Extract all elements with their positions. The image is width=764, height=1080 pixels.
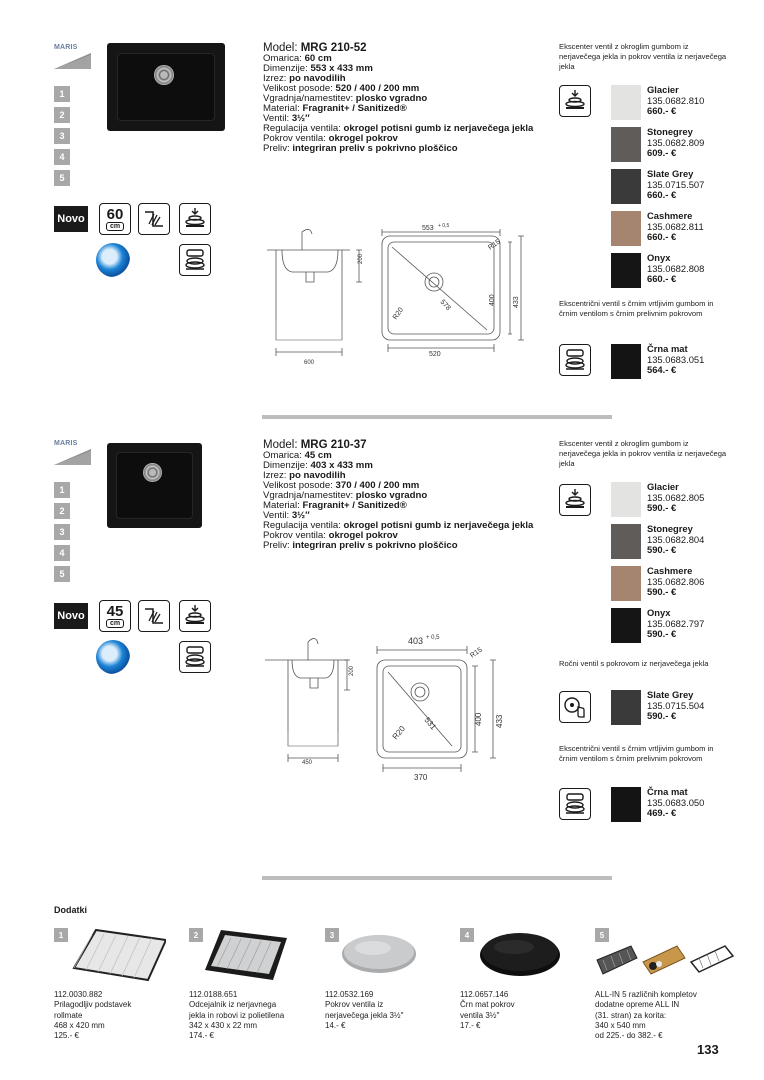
color-price: 660.- € — [647, 273, 677, 284]
spec-line: Izrez: po navodilih — [263, 73, 346, 84]
sink-photo-mrg-210-37 — [107, 443, 202, 528]
svg-text:403: 403 — [408, 636, 424, 646]
color-swatch — [611, 787, 641, 822]
color-option — [611, 482, 704, 517]
series-label: MARIS — [54, 44, 78, 51]
svg-text:450: 450 — [302, 760, 313, 766]
color-swatch — [611, 482, 641, 517]
color-option — [611, 169, 704, 204]
valve-description: Ekscenter ventil z okroglim gumbom iz nerjavečega jekla in pokrov ventila iz nerjavečega jekla — [559, 439, 727, 468]
color-option — [611, 85, 704, 120]
eccentric-valve-icon — [179, 641, 211, 673]
color-code: 135.0715.504 — [647, 699, 705, 711]
accessory-text: ALL-IN 5 različnih kompletov dodatne opreme ALL IN (31. stran) za korita: 340 x 540 mm od 225.- do 382.- € — [595, 990, 697, 1041]
color-name: Stonegrey — [647, 126, 693, 137]
color-swatch — [611, 253, 641, 288]
all-in-kits-image — [595, 942, 735, 976]
color-price: 660.- € — [647, 189, 677, 200]
spec-line: Velikost posode: 370 / 400 / 200 mm — [263, 480, 420, 491]
section-divider — [262, 876, 612, 880]
svg-text:433: 433 — [495, 714, 504, 728]
color-code: 135.0682.808 — [647, 262, 705, 274]
svg-text:200: 200 — [358, 253, 364, 264]
color-swatch — [611, 127, 641, 162]
series-marker — [54, 449, 91, 465]
color-name: Glacier — [647, 84, 679, 95]
color-price: 590.- € — [647, 710, 677, 721]
accessory-number: 5 — [595, 928, 609, 942]
number-badge: 5 — [54, 170, 70, 186]
model-title: Model: MRG 210-52 — [263, 42, 367, 54]
color-option — [611, 690, 704, 725]
drain-icon — [154, 65, 174, 85]
accessory-item-2 — [189, 928, 285, 1041]
accessory-number: 2 — [189, 928, 203, 942]
color-list-1b — [611, 344, 704, 386]
color-name: Črna mat — [647, 343, 688, 354]
spec-block-mrg-210-37 — [263, 439, 553, 551]
spec-line: Material: Fragranit+ / Sanitized® — [263, 103, 407, 114]
spec-line: Regulacija ventila: okrogel potisni gumb iz nerjavečega jekla — [263, 123, 534, 134]
svg-text:370: 370 — [414, 773, 428, 782]
color-name: Cashmere — [647, 565, 693, 576]
svg-text:553: 553 — [422, 225, 434, 232]
section-divider — [262, 415, 612, 419]
number-list-2 — [54, 482, 70, 582]
number-list-1 — [54, 86, 70, 186]
svg-text:+ 0,5: + 0,5 — [438, 223, 450, 229]
color-code: 135.0682.811 — [647, 220, 704, 232]
spec-line: Dimenzije: 403 x 433 mm — [263, 460, 373, 471]
color-option — [611, 344, 704, 379]
color-price: 590.- € — [647, 586, 677, 597]
accessory-number: 3 — [325, 928, 339, 942]
svg-text:531: 531 — [422, 715, 438, 732]
svg-text:400: 400 — [489, 294, 496, 306]
color-option — [611, 211, 704, 246]
color-swatch — [611, 344, 641, 379]
novo-badge: Novo — [54, 603, 88, 629]
color-info — [647, 127, 704, 159]
color-price: 469.- € — [647, 807, 677, 818]
black-valve-cover-image — [478, 930, 562, 978]
number-badge: 2 — [54, 107, 70, 123]
cabinet-size-icon: 45 cm — [99, 600, 131, 632]
spec-line: Dimenzije: 553 x 433 mm — [263, 63, 373, 74]
spec-line: Material: Fragranit+ / Sanitized® — [263, 500, 407, 511]
color-name: Črna mat — [647, 786, 688, 797]
color-info — [647, 566, 704, 598]
black-valve-icon — [559, 344, 591, 376]
accessory-number: 4 — [460, 928, 474, 942]
color-info — [647, 608, 704, 640]
spec-line: Ventil: 3½″ — [263, 510, 310, 521]
drainer-image — [203, 928, 289, 982]
spec-line: Preliv: integriran preliv s pokrivno ploščico — [263, 540, 458, 551]
color-swatch — [611, 169, 641, 204]
color-info — [647, 787, 704, 819]
color-swatch — [611, 566, 641, 601]
color-swatch — [611, 608, 641, 643]
valve-description: Ekscentrični ventil s črnim vrtljivim gumbom in črnim ventilom s črnim prelivnim pokrovom — [559, 744, 714, 763]
spec-line: Pokrov ventila: okrogel pokrov — [263, 530, 398, 541]
svg-text:520: 520 — [429, 351, 441, 358]
color-option — [611, 524, 704, 559]
black-valve-icon — [559, 788, 591, 820]
svg-text:400: 400 — [474, 712, 483, 726]
accessories-title: Dodatki — [54, 905, 88, 915]
color-price: 590.- € — [647, 628, 677, 639]
svg-text:600: 600 — [304, 360, 315, 366]
svg-text:200: 200 — [349, 665, 355, 676]
color-info — [647, 85, 704, 117]
number-badge: 4 — [54, 149, 70, 165]
color-code: 135.0715.507 — [647, 178, 705, 190]
page-number: 133 — [697, 1042, 719, 1057]
spec-line: Pokrov ventila: okrogel pokrov — [263, 133, 398, 144]
accessory-text: 112.0030.882 Prilagodljiv podstavek rollmate 468 x 420 mm 125.- € — [54, 990, 132, 1041]
spec-block-mrg-210-52 — [263, 42, 553, 154]
number-badge: 3 — [54, 128, 70, 144]
color-code: 135.0682.810 — [647, 94, 705, 106]
color-name: Glacier — [647, 481, 679, 492]
color-list-2a — [611, 482, 704, 650]
spec-line: Velikost posode: 520 / 400 / 200 mm — [263, 83, 420, 94]
svg-text:R20: R20 — [390, 724, 407, 742]
color-code: 135.0682.805 — [647, 491, 705, 503]
color-price: 590.- € — [647, 502, 677, 513]
sanitized-badge-icon — [96, 243, 130, 277]
spec-line: Vgradnja/namestitev: plosko vgradno — [263, 93, 428, 104]
color-code: 135.0683.051 — [647, 353, 705, 365]
novo-badge: Novo — [54, 206, 88, 232]
valve-description: Ekscenter ventil z okroglim gumbom iz nerjavečega jekla in pokrov ventila iz nerjavečega jekla — [559, 42, 727, 71]
color-info — [647, 253, 704, 285]
accessory-item-3 — [325, 928, 404, 1030]
color-name: Onyx — [647, 252, 671, 263]
color-swatch — [611, 85, 641, 120]
series-label: MARIS — [54, 440, 78, 447]
color-price: 660.- € — [647, 231, 677, 242]
color-info — [647, 169, 704, 201]
drain-icon — [143, 463, 162, 482]
svg-text:433: 433 — [513, 296, 520, 308]
valve-description: Ekscentrični ventil s črnim vrtljivim gumbom in črnim ventilom s črnim prelivnim pokrovom — [559, 299, 714, 318]
color-code: 135.0683.050 — [647, 796, 705, 808]
overflow-icon — [138, 600, 170, 632]
accessory-item-4 — [460, 928, 515, 1030]
spec-line: Regulacija ventila: okrogel potisni gumb iz nerjavečega jekla — [263, 520, 534, 531]
color-swatch — [611, 690, 641, 725]
model-title: Model: MRG 210-37 — [263, 439, 367, 451]
rollmat-image — [70, 928, 166, 982]
color-info — [647, 482, 704, 514]
number-badge: 1 — [54, 482, 70, 498]
valve-stack-icon — [559, 484, 591, 516]
spec-line: Omarica: 45 cm — [263, 450, 332, 461]
steel-valve-cover-image — [339, 932, 419, 976]
spec-line: Izrez: po navodilih — [263, 470, 346, 481]
accessory-item-5 — [595, 928, 697, 1041]
color-name: Onyx — [647, 607, 671, 618]
svg-text:R15: R15 — [469, 646, 484, 660]
svg-text:+ 0,5: + 0,5 — [426, 635, 440, 641]
color-info — [647, 690, 704, 722]
svg-text:R15: R15 — [487, 238, 502, 252]
color-price: 609.- € — [647, 147, 677, 158]
color-code: 135.0682.809 — [647, 136, 705, 148]
color-option — [611, 608, 704, 643]
number-badge: 1 — [54, 86, 70, 102]
color-name: Slate Grey — [647, 168, 694, 179]
color-list-2b — [611, 690, 704, 732]
color-info — [647, 344, 704, 376]
technical-drawing-mrg-210-52 — [262, 220, 532, 370]
sink-photo-mrg-210-52 — [107, 43, 225, 131]
accessory-item-1 — [54, 928, 132, 1041]
color-name: Slate Grey — [647, 689, 694, 700]
color-price: 564.- € — [647, 364, 677, 375]
color-option — [611, 787, 704, 822]
color-code: 135.0682.806 — [647, 575, 705, 587]
color-list-2c — [611, 787, 704, 829]
spec-line: Ventil: 3½″ — [263, 113, 310, 124]
spec-line: Preliv: integriran preliv s pokrivno ploščico — [263, 143, 458, 154]
color-swatch — [611, 211, 641, 246]
manual-valve-icon — [559, 691, 591, 723]
number-badge: 2 — [54, 503, 70, 519]
color-info — [647, 211, 704, 243]
svg-text:578: 578 — [438, 298, 452, 313]
overflow-icon — [138, 203, 170, 235]
color-option — [611, 253, 704, 288]
color-info — [647, 524, 704, 556]
valve-stack-icon — [179, 203, 211, 235]
technical-drawing-mrg-210-37 — [262, 628, 512, 783]
color-swatch — [611, 524, 641, 559]
eccentric-valve-icon — [179, 244, 211, 276]
color-code: 135.0682.797 — [647, 617, 705, 629]
accessory-text: 112.0532.169 Pokrov ventila iz nerjavečega jekla 3½″ 14.- € — [325, 990, 404, 1030]
accessory-text: 112.0657.146 Črn mat pokrov ventila 3½″ 17.- € — [460, 990, 515, 1030]
color-name: Stonegrey — [647, 523, 693, 534]
color-code: 135.0682.804 — [647, 533, 705, 545]
color-list-1a — [611, 85, 704, 295]
color-price: 590.- € — [647, 544, 677, 555]
sanitized-badge-icon — [96, 640, 130, 674]
valve-description: Ročni ventil s pokrovom iz nerjavečega jekla — [559, 659, 709, 668]
number-badge: 4 — [54, 545, 70, 561]
spec-line: Vgradnja/namestitev: plosko vgradno — [263, 490, 428, 501]
cabinet-size-icon: 60 cm — [99, 203, 131, 235]
color-option — [611, 127, 704, 162]
series-marker — [54, 53, 91, 69]
color-option — [611, 566, 704, 601]
valve-stack-icon — [559, 85, 591, 117]
spec-line: Omarica: 60 cm — [263, 53, 332, 64]
number-badge: 3 — [54, 524, 70, 540]
accessory-text: 112.0188.651 Odcejalnik iz nerjavnega jekla in robovi iz polietilena 342 x 430 x 22 mm 174.- € — [189, 990, 285, 1041]
color-price: 660.- € — [647, 105, 677, 116]
svg-text:R20: R20 — [391, 306, 406, 322]
accessory-number: 1 — [54, 928, 68, 942]
color-name: Cashmere — [647, 210, 693, 221]
number-badge: 5 — [54, 566, 70, 582]
valve-stack-icon — [179, 600, 211, 632]
